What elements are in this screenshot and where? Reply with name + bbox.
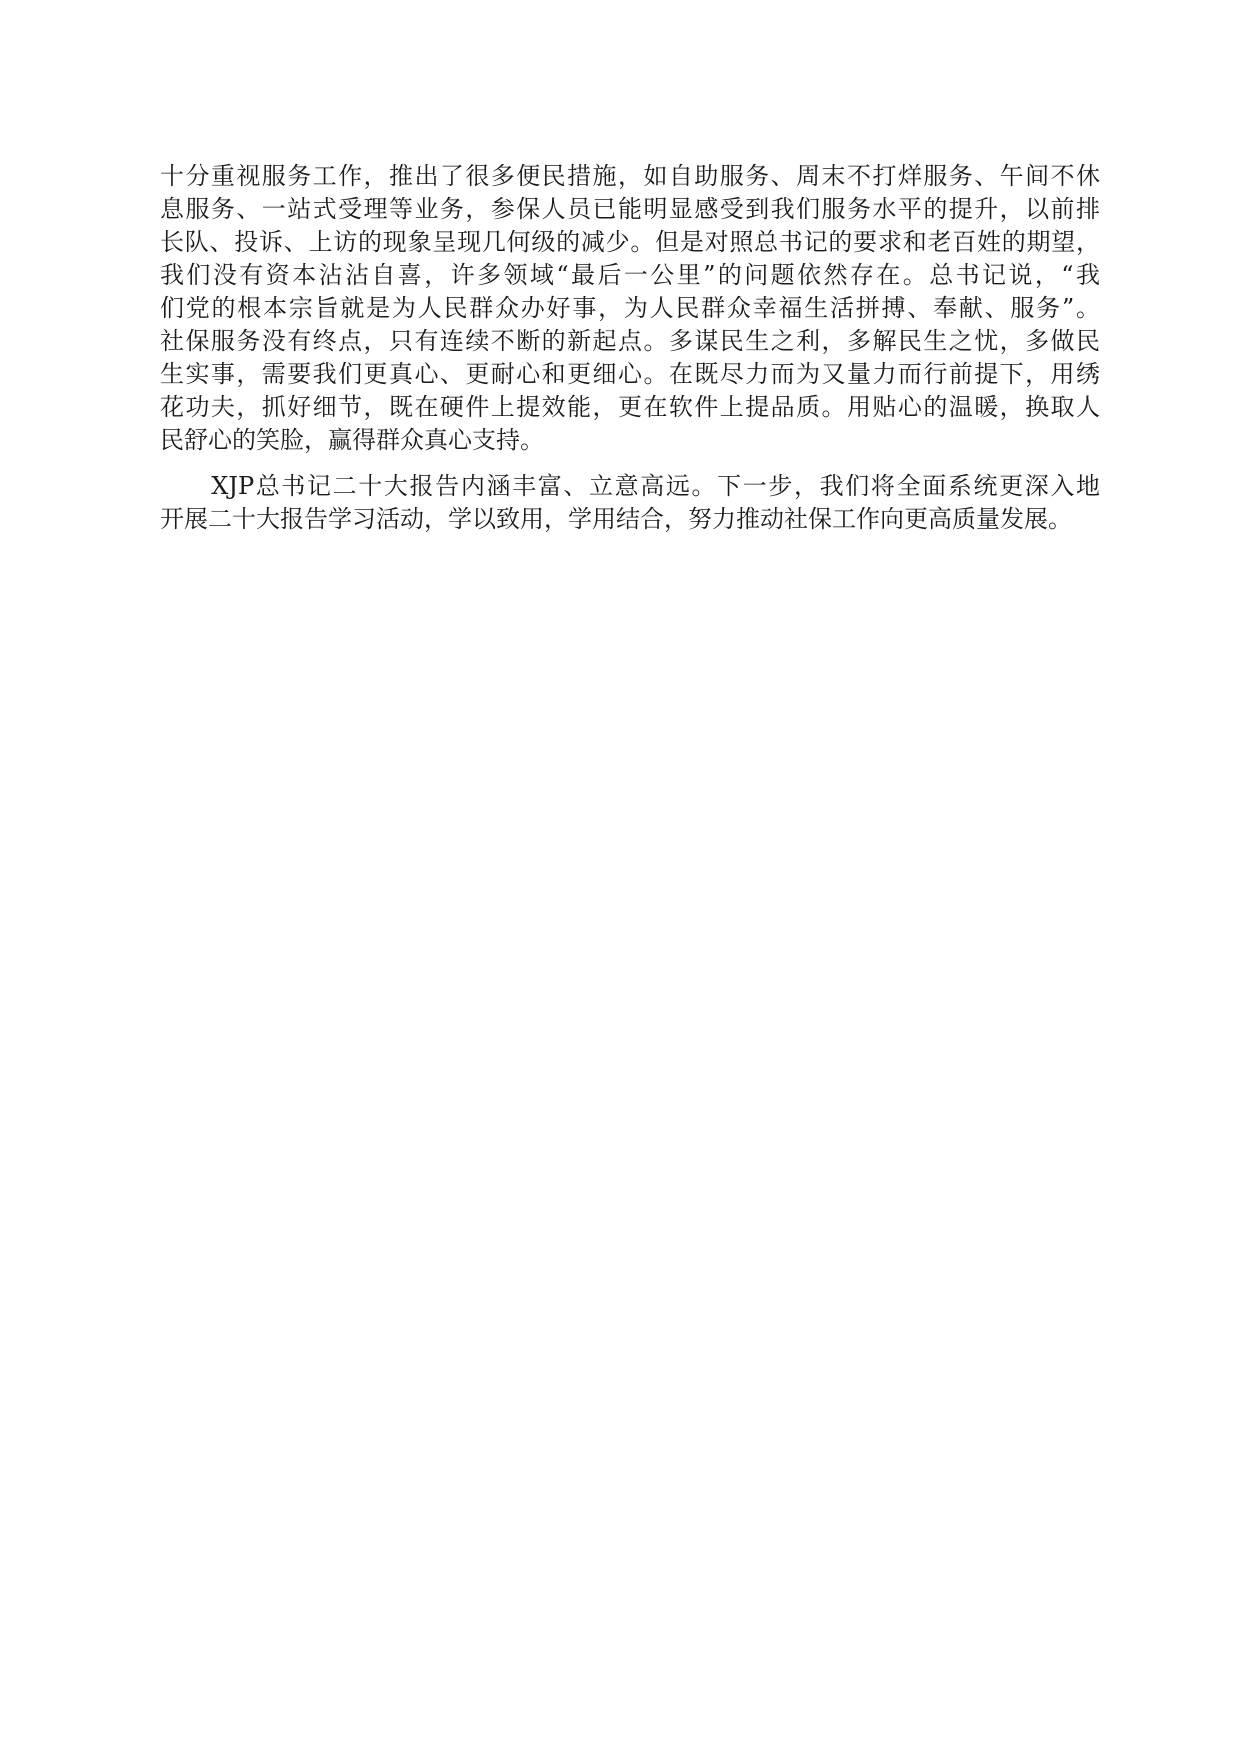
text-line: 息服务、一站式受理等业务，参保人员已能明显感受到我们服务水平的提升，以前排: [160, 195, 1100, 223]
text-line: 开展二十大报告学习活动，学以致用，学用结合，努力推动社保工作向更高质量发展。: [160, 505, 1072, 533]
text-line: 社保服务没有终点，只有连续不断的新起点。多谋民生之利，多解民生之忧，多做民: [160, 327, 1100, 355]
paragraph-2: [160, 470, 1100, 536]
text-line: 长队、投诉、上访的现象呈现几何级的减少。但是对照总书记的要求和老百姓的期望，: [160, 228, 1100, 256]
text-line: 我们没有资本沾沾自喜，许多领域“最后一公里”的问题依然存在。总书记说，“我: [160, 261, 1100, 289]
paragraph-1: [160, 160, 1100, 457]
text-line: 们党的根本宗旨就是为人民群众办好事，为人民群众幸福生活拼搏、奉献、服务”。: [160, 294, 1100, 322]
text-line: 十分重视服务工作，推出了很多便民措施，如自助服务、周末不打烊服务、午间不休: [160, 162, 1100, 190]
text-line: 民舒心的笑脸，赢得群众真心支持。: [160, 426, 544, 454]
document-body: [160, 160, 1100, 536]
text-line: XJP总书记二十大报告内涵丰富、立意高远。下一步，我们将全面系统更深入地: [160, 472, 1100, 500]
text-line: 生实事，需要我们更真心、更耐心和更细心。在既尽力而为又量力而行前提下，用绣: [160, 360, 1100, 388]
text-line: 花功夫，抓好细节，既在硬件上提效能，更在软件上提品质。用贴心的温暖，换取人: [160, 393, 1100, 421]
